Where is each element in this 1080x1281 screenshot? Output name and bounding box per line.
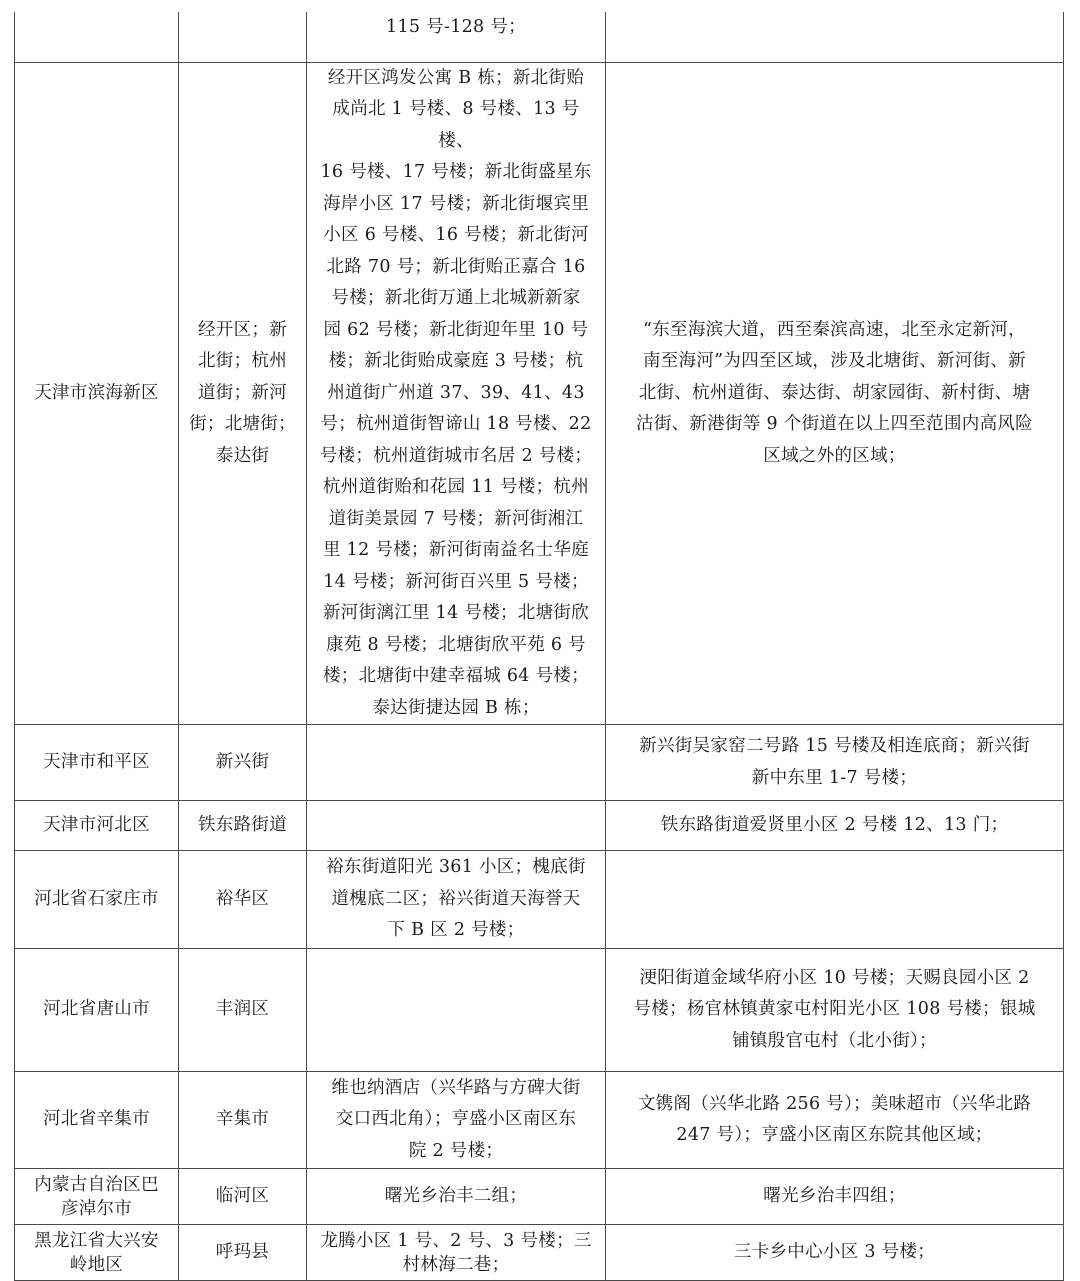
medium-risk-cell [606,851,1064,949]
city-cell: 河北省辛集市 [15,1072,179,1169]
district-cell: 新兴街 [179,725,307,801]
city-cell: 河北省石家庄市 [15,851,179,949]
medium-risk-cell: 铁东路街道爱贤里小区 2 号楼 12、13 门； [606,801,1064,851]
medium-risk-cell: 三卡乡中心小区 3 号楼； [606,1225,1064,1281]
medium-risk-cell: “东至海滨大道，西至秦滨高速，北至永定新河， 南至海河”为四至区域，涉及北塘街、新河街、新 北街、杭州道街、泰达街、胡家园街、新村街、塘 沽街、新港街等 9 个街道在以上四至范围内高风险 区域之外的区域； [606,62,1064,725]
high-risk-cell: 115 号-128 号； [307,12,606,62]
medium-risk-cell: 浭阳街道金域华府小区 10 号楼；天赐良园小区 2 号楼；杨官林镇黄家屯村阳光小区 108 号楼；银城 铺镇殷官屯村（北小街）； [606,949,1064,1072]
district-cell: 铁东路街道 [179,801,307,851]
risk-area-table [14,12,1064,1281]
district-cell: 丰润区 [179,949,307,1072]
table-row [15,12,1064,62]
district-cell: 呼玛县 [179,1225,307,1281]
table-row [15,1072,1064,1169]
city-cell: 黑龙江省大兴安 岭地区 [15,1225,179,1281]
table-row [15,801,1064,851]
high-risk-cell: 经开区鸿发公寓 B 栋；新北街贻 成尚北 1 号楼、8 号楼、13 号楼、 16 号楼、17 号楼；新北街盛星东 海岸小区 17 号楼；新北街堰宾里 小区 6 号楼、16 号楼；新北街河 北路 70 号；新北街贻正嘉合 16 号楼；新北街万通上北城新新家 园 62 号楼；新北街迎年里 10 号 楼；新北街贻成豪庭 3 号楼；杭 州道街广州道 37、39、41、43 号；杭州道街智谛山 18 号楼、22 号楼；杭州道街城市名居 2 号楼； 杭州道街贻和花园 11 号楼；杭州 道街美景园 7 号楼；新河街湘江 里 12 号楼；新河街南益名士华庭 14 号楼；新河街百兴里 5 号楼； 新河街漓江里 14 号楼；北塘街欣 康苑 8 号楼；北塘街欣平苑 6 号 楼；北塘街中建幸福城 64 号楼； 泰达街捷达园 B 栋； [307,62,606,725]
district-cell: 裕华区 [179,851,307,949]
district-cell [179,12,307,62]
table-row [15,1169,1064,1225]
medium-risk-cell: 文镌阁（兴华北路 256 号）；美味超市（兴华北路 247 号）；亨盛小区南区东院其他区域； [606,1072,1064,1169]
district-cell: 临河区 [179,1169,307,1225]
high-risk-cell [307,801,606,851]
city-cell: 河北省唐山市 [15,949,179,1072]
city-cell [15,12,179,62]
high-risk-cell [307,949,606,1072]
medium-risk-cell [606,12,1064,62]
table-row [15,851,1064,949]
table-row [15,725,1064,801]
city-cell: 天津市滨海新区 [15,62,179,725]
city-cell: 天津市河北区 [15,801,179,851]
high-risk-cell: 曙光乡治丰二组； [307,1169,606,1225]
high-risk-cell [307,725,606,801]
medium-risk-cell: 曙光乡治丰四组； [606,1169,1064,1225]
city-cell: 天津市和平区 [15,725,179,801]
district-cell: 经开区；新 北街；杭州 道街；新河 街；北塘街； 泰达街 [179,62,307,725]
medium-risk-cell: 新兴街吴家窑二号路 15 号楼及相连底商；新兴街 新中东里 1-7 号楼； [606,725,1064,801]
high-risk-cell: 裕东街道阳光 361 小区；槐底街 道槐底二区；裕兴街道天海誉天 下 B 区 2 号楼； [307,851,606,949]
table-row [15,949,1064,1072]
city-cell: 内蒙古自治区巴 彦淖尔市 [15,1169,179,1225]
high-risk-cell: 龙腾小区 1 号、2 号、3 号楼；三 村林海二巷； [307,1225,606,1281]
table-row [15,62,1064,725]
high-risk-cell: 维也纳酒店（兴华路与方碑大街 交口西北角）；亨盛小区南区东 院 2 号楼； [307,1072,606,1169]
table-row [15,1225,1064,1281]
district-cell: 辛集市 [179,1072,307,1169]
